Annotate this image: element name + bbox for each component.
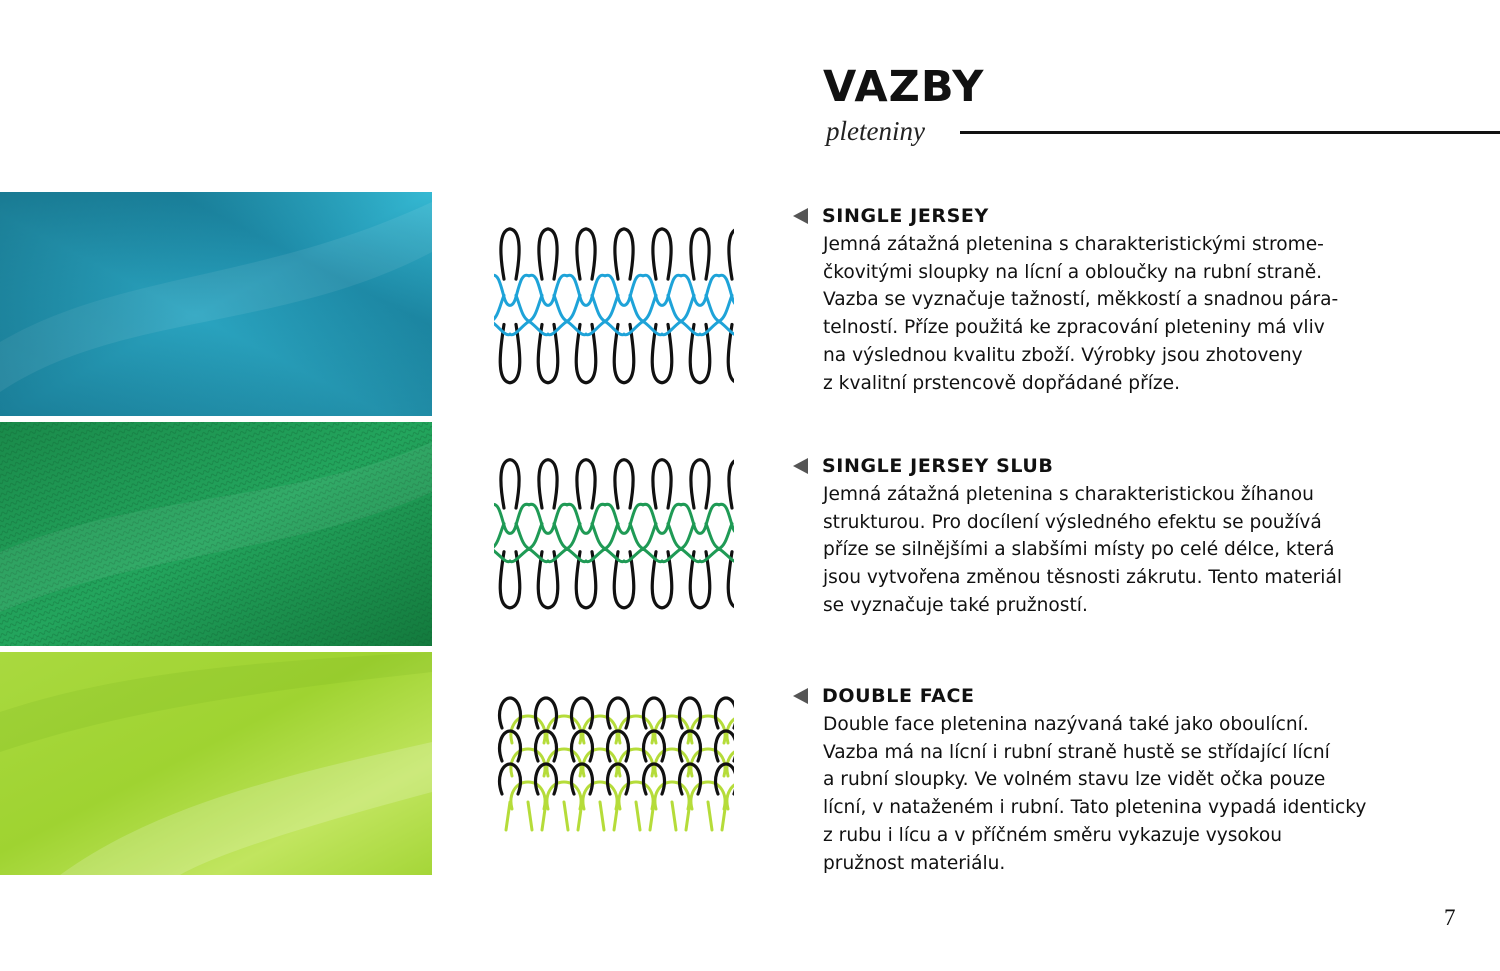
section-body: Jemná zátažná pletenina s charakteristickými strome- čkovitými sloupky na lícní a obloučky na rubní straně. Vazba se vyznačuje tažností, měkkostí a snadnou pára- telností. Příze použitá ke zpracování pleteniny má vliv na výslednou kvalitu zboží. Výrobky jsou zhotoveny z kvalitní prstencově dopřádané příze. <box>823 234 1339 394</box>
single-jersey-knit-icon <box>494 224 734 391</box>
page-number: 7 <box>1444 905 1456 930</box>
section-double-face <box>793 683 1473 877</box>
title-rule <box>960 131 1500 134</box>
section-body: Jemná zátažná pletenina s charakteristickou žíhanou strukturou. Pro docílení výsledného efektu se používá příze se silnějšími a slabšími místy po celé délce, která jsou vytvořena změnou těsnosti zákrutu. Tento materiál se vyznačuje také pružností. <box>823 484 1343 616</box>
section-body: Double face pletenina nazývaná také jako oboulícní. Vazba má na lícní i rubní straně hustě se střídající lícní a rubní sloupky. Ve volném stavu lze vidět očka pouze lícní, v nataženém i rubní. Tato pletenina vypadá identicky z rubu i lícu a v příčném směru vykazuje vysokou pružnost materiálu. <box>823 714 1367 874</box>
section-heading: DOUBLE FACE <box>822 685 975 707</box>
swatch-lime-fabric <box>0 652 432 875</box>
swatch-green-fabric <box>0 422 432 646</box>
arrow-left-icon <box>793 458 808 474</box>
section-heading: SINGLE JERSEY <box>822 205 989 227</box>
section-single-jersey-slub <box>793 453 1473 620</box>
swatch-teal-fabric <box>0 192 432 416</box>
page-subtitle: pleteniny <box>826 116 925 146</box>
section-single-jersey <box>793 203 1473 397</box>
arrow-left-icon <box>793 688 808 704</box>
section-heading: SINGLE JERSEY SLUB <box>822 455 1054 477</box>
arrow-left-icon <box>793 208 808 224</box>
single-jersey-slub-knit-icon <box>494 455 734 616</box>
double-face-knit-icon <box>494 690 734 840</box>
page-title: VAZBY <box>823 62 985 112</box>
